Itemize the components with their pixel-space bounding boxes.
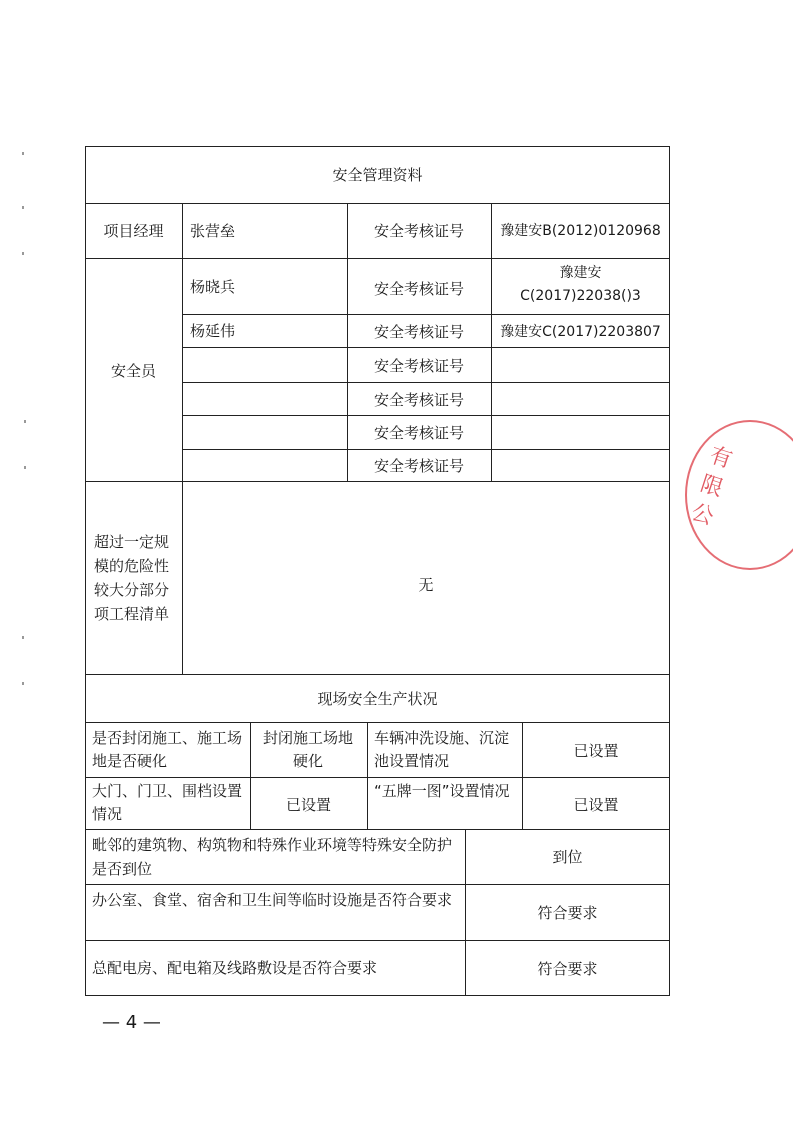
site-answer: 已设置 bbox=[285, 796, 331, 814]
cert-label: 安全考核证号 bbox=[373, 357, 464, 375]
col-divider bbox=[367, 722, 368, 829]
cert-label: 安全考核证号 bbox=[373, 391, 464, 409]
row-divider bbox=[85, 722, 670, 723]
row-divider bbox=[85, 777, 670, 778]
site-question: 毗邻的建筑物、构筑物和特殊作业环境等特殊安全防护是否到位 bbox=[92, 836, 453, 878]
cert-label: 安全考核证号 bbox=[373, 457, 464, 475]
page-number: — 4 — bbox=[102, 1012, 161, 1033]
hazard-value: 无 bbox=[418, 576, 434, 594]
manager-label: 项目经理 bbox=[103, 222, 164, 240]
row-divider bbox=[85, 674, 670, 675]
site-answer: 封闭施工场地硬化 bbox=[262, 729, 353, 770]
col-divider bbox=[182, 203, 183, 674]
cert-label: 安全考核证号 bbox=[373, 280, 464, 298]
table-title: 安全管理资料 bbox=[332, 166, 423, 184]
scan-speck bbox=[22, 252, 24, 255]
site-question: 办公室、食堂、宿舍和卫生间等临时设施是否符合要求 bbox=[92, 891, 453, 909]
site-answer: 到位 bbox=[552, 848, 583, 866]
row-divider bbox=[182, 314, 670, 315]
row-divider bbox=[182, 347, 670, 348]
hazard-label: 超过一定规模的危险性较大分部分项工程清单 bbox=[94, 533, 170, 623]
scan-speck bbox=[22, 206, 24, 209]
site-question: 总配电房、配电箱及线路敷设是否符合要求 bbox=[92, 959, 378, 977]
site-status-title: 现场安全生产状况 bbox=[317, 690, 438, 708]
cert-label: 安全考核证号 bbox=[373, 222, 464, 240]
scan-speck bbox=[22, 152, 24, 155]
scan-speck bbox=[22, 682, 24, 685]
scan-speck bbox=[22, 636, 24, 639]
manager-cert: 豫建安B(2012)0120968 bbox=[500, 223, 661, 239]
cert-label: 安全考核证号 bbox=[373, 323, 464, 341]
company-seal-text: 有限公 bbox=[688, 442, 736, 531]
site-answer: 符合要求 bbox=[537, 904, 598, 922]
staff-cert: 豫建安C(2017)2203807 bbox=[500, 324, 661, 340]
row-divider bbox=[182, 382, 670, 383]
row-divider bbox=[85, 258, 670, 259]
row-divider bbox=[85, 940, 670, 941]
row-divider bbox=[85, 481, 670, 482]
site-question: 大门、门卫、围档设置情况 bbox=[92, 782, 243, 823]
site-question: 车辆冲洗设施、沉淀池设置情况 bbox=[374, 729, 510, 770]
site-question: “五牌一图”设置情况 bbox=[374, 782, 510, 800]
row-divider bbox=[85, 203, 670, 204]
scan-speck bbox=[24, 420, 26, 423]
site-answer: 已设置 bbox=[573, 742, 619, 760]
site-question: 是否封闭施工、施工场地是否硬化 bbox=[92, 729, 243, 770]
site-answer: 符合要求 bbox=[537, 960, 598, 978]
row-divider bbox=[85, 829, 670, 830]
manager-name: 张营垒 bbox=[190, 222, 236, 240]
row-divider bbox=[182, 415, 670, 416]
staff-name: 杨晓兵 bbox=[190, 278, 236, 296]
site-answer: 已设置 bbox=[573, 796, 619, 814]
row-divider bbox=[182, 449, 670, 450]
scan-speck bbox=[24, 466, 26, 469]
staff-name: 杨延伟 bbox=[190, 322, 236, 340]
safety-staff-label: 安全员 bbox=[110, 362, 156, 380]
staff-cert: 豫建安 C(2017)22038()3 bbox=[520, 265, 641, 304]
cert-label: 安全考核证号 bbox=[373, 424, 464, 442]
row-divider bbox=[85, 884, 670, 885]
